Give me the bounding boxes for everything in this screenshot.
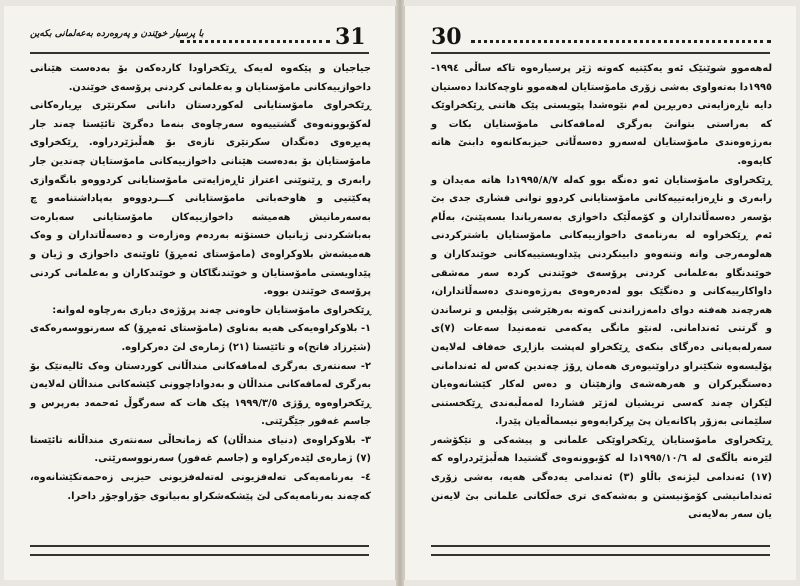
paragraph: ڕێکخراوی مامۆستایانی لەکوردستان دانانی سکرتێری بڕیارەکانی لەکۆبوونەوەی گشتییەوە سەرچاوەی بنەما دەگرێ تائێستا چەند جار پەیڕەوی دەنگدان سکرتێری تازەی بۆ هەڵبژێردراوە. ڕێکخراوی مامۆستایان بۆ بەدەست هێنانی داخوازییەکانی مامۆستایان چەندین جار رابەری و ڕێنوێنی اعتراز ئاڕەزایەتی مامۆستایانی کردووەو بانگەوازی پەکێتیی و هاوخەباتی مامۆستایانی کـــردووەو بەپاداشتنامەو چ بەسەرمانیش هەمیشە داخوازییەکان مامۆستایانی سەبارەت بەباشکردنی ژیانیان خستۆتە بەردەم وەزارەت و دەسەڵاتداران و وەک هەمیشەش بلاوکراوەی (مامۆستای ئەمڕۆ) ئاوێنەی داخوازی و ژیان و پێداویستی مامۆستایان و خوێندنگاکان و خوێندکاران و بەعلمانی کردنی پرۆسەی خوێندن بووە. (30, 100, 371, 298)
page-number: 30 (431, 24, 462, 50)
list-item: ١- بلاوکراوەیەکی هەیە بەناوی (مامۆستای ئەمڕۆ) کە سەرنووسەرەکەی (شێرزاد فاتح)ە و تائێستا (٢١) ژمارەی لێ دەرکراوە. (30, 323, 371, 353)
paragraph: لەهەموو شوێنێک ئەو یەکێتیە کەوتە ژێر پرسیارەوە تاکە ساڵی ١٩٩٤- ١٩٩٥دا بەتەواوی بەشی زۆری مامۆستایان لەهەموو ناوچەکاندا دەستیان دایە ناڕەزایەتی دەربڕین لەم نێوەشدا پێویستی پێک هاتنی ڕێکخراوێک کە بەراستی بتوانێ بەرگری لەمافەکانی مامۆستایان بکات و بەرژەوەندی مامۆستایان لەسەرو دەسەڵاتی حیزبەکانەوە دابنێ هاتە کایەوە. (431, 63, 772, 167)
footer-rule (431, 545, 770, 556)
right-page (404, 6, 796, 580)
paragraph: ڕێکخراوی مامۆستایان ڕێکخراوێکی علمانی و پیشەکی و تێکۆشەر لێرەنە باڵگەی لە ١٩٩٥/١٠/٦دا لە کۆبوونەوەی گشتیدا هەڵبژێردراوە کە (١٧) ئەندامی لیژنەی باڵاو (٣) ئەندامی یەدەگی هەیە، بەشی زۆری ئەندامانیشی کۆمۆنیستن و بەشەکەی تری خەڵکانی علمانی بێ لایەنن یان سەر بەلایەنی (431, 434, 772, 521)
paragraph: ڕێکخراوی مامۆستایان ئەو دەنگە بوو کەلە ١٩٩٥/٨/٧دا هاتە مەیدان و رابەری و ناڕەزایەتییەکانی مامۆستایانی کردوو توانی فشاری جدی بێ بۆسەر دەسەڵاتداران و کۆمەڵێک داخوازی بەسەریاندا بسەپێنێ، بەڵام ئەم ڕێکخراوە لە بەرنامەی داخوازییەکانی مامۆستایان باشترکردنی هەلومەرجی وانە وتنەوەو دابینکردنی پێداویستییەکانی خوێندکاران و خوێندنگاو بەعلمانی کردنی پرۆسەی خوێندنی کردە سەر مەشقی داواکارییەکانی و دەنگێک بوو لەدەرەوەی بەرژەوەندی دەسەڵاتداران، هەرچەند هەفتە دوای دامەزراندنی کەوتە بەرهێرشی پۆلیس و ترساندن و گرتنی ئەندامانی. لەنێو مانگی یەکەمی تەمەنیدا سەعات (٧)ی سەرلەبەیانی دەرگای بنکەی ڕێکخراو لەپشت بازاڕی خەفاف لەلایەن پۆلیسەوە شکێنراو دراوێنیوەری هەمان ڕۆژ چەندین کەس لە ئەندامانی دەستگیرکران و هەرهەشەی وازهێنان و دەس لەکار کێشانەوەیان لێکران چەند کەسی تریشیان لەژێر فشاردا لەمەڵبەندی ڕێکخستنی سلێمانی بەزۆر پاکانەیان پێ پڕکرایەوەو نیسماڵەیان پێدرا. (431, 174, 772, 428)
header-rule (431, 52, 770, 54)
page-number: 31 (335, 24, 366, 50)
header-dotted-leader (180, 40, 330, 43)
left-page-body (30, 60, 371, 538)
running-title: با پرسیار خوێندن و پەروەردە بەعەلمانی بکەین (30, 29, 204, 39)
left-page-header (30, 24, 369, 50)
paragraph: ڕێکخراوی مامۆستایان خاوەنی چەند پرۆژەی دیاری بەرچاوە لەوانە: (52, 304, 371, 316)
book-gutter (396, 0, 404, 586)
paragraph: جیاجیان و پێکەوە لەیەک ڕێکخراودا کاردەکەن بۆ بەدەست هێنانی داخوازییەکانی مامۆستایان و بەعلمانی کردنی پرۆسەی خوێندن. (30, 63, 371, 93)
header-dotted-leader (471, 40, 771, 43)
footer-rule (30, 545, 369, 556)
left-page (4, 6, 396, 580)
list-item: ٣- بلاوکراوەی (دنیای منداڵان) کە زمانحاڵی سەنتەری منداڵانە تائێستا (٧) ژمارەی لێدەرکراوە و (جاسم غەفور) سەرنووسەرێتی. (30, 434, 371, 465)
header-rule (30, 52, 369, 54)
list-item: ٢- سەنتەری بەرگری لەمافەکانی منداڵانی کوردستان وەک ئالیەتێک بۆ بەرگری لەمافەکانی منداڵان و بەدواداچوونی کێشەکانی منداڵان لەلایەن ڕێکخراوەوە ڕۆژی ١٩٩٩/٣/٥ پێک هات کە سەرگوڵ ئەحمەد بەرپرس و جاسم غەفور جێگرێتی. (30, 360, 372, 428)
right-page-header (431, 24, 770, 50)
right-page-body (431, 60, 772, 538)
list-item: ٤- بەرنامەیەکی تەلەفزیونی لەتەلەفزیونی حیزبی زەحمەتکێشانەوە، کەچەند بەرنامەیەکی لێ پێشکەشکراو بەبیانوی جۆراوجۆر داخرا. (30, 472, 371, 502)
